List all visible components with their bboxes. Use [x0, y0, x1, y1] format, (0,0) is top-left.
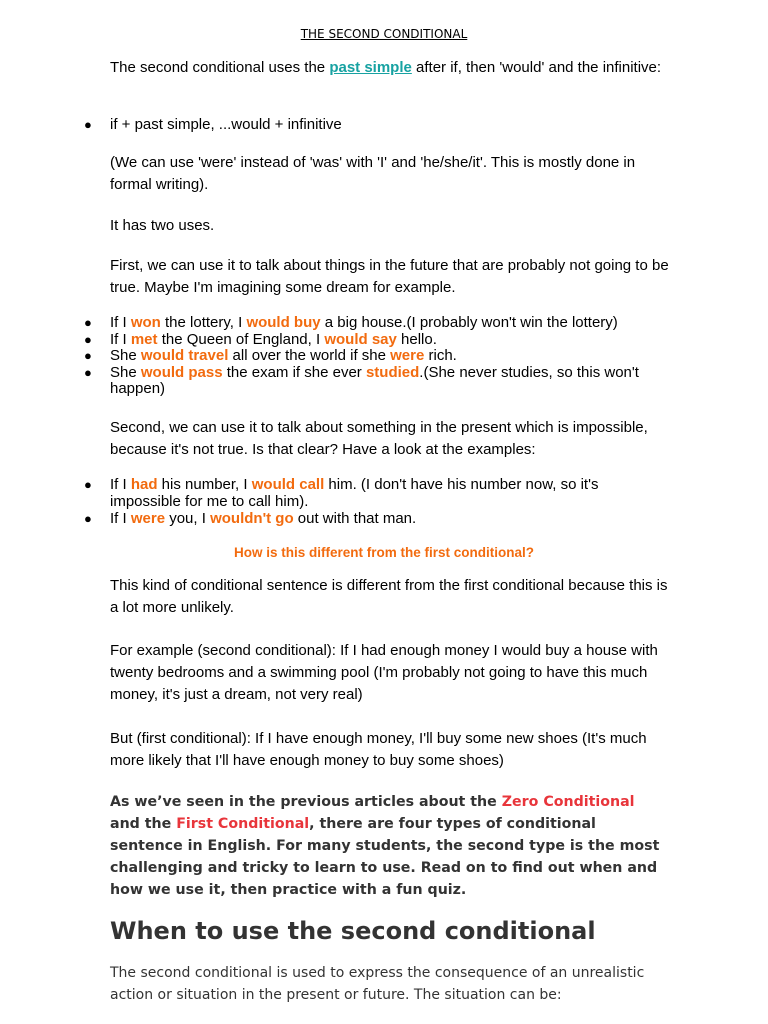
bullet-icon: ●	[84, 117, 92, 132]
page-title: THE SECOND CONDITIONAL	[300, 27, 468, 41]
example-text: rich.	[424, 347, 457, 364]
example-highlight: would pass	[140, 363, 223, 381]
example-highlight: would travel	[140, 347, 229, 364]
example-text: If I	[110, 509, 131, 527]
second-conditional-example-paragraph: For example (second conditional): If I had enough money I would buy a house with twenty bedrooms and a swimming pool (I'm probably not going to have this much money, it's just a dream, not very real)	[110, 642, 658, 703]
example-text: you, I	[165, 509, 211, 527]
intro-paragraph	[110, 57, 670, 79]
formula-item	[84, 114, 670, 136]
example-text: all over the world if she	[228, 347, 391, 364]
section-heading: When to use the second conditional	[110, 917, 596, 945]
example-text: the exam if she ever	[222, 363, 366, 381]
example-text: If I	[110, 330, 131, 348]
section-subheading: How is this different from the first conditional?	[233, 545, 534, 560]
intro-text-post: after if, then 'would' and the infinitive:	[411, 59, 662, 76]
bold-text: As we’ve seen in the previous articles about the	[110, 794, 502, 810]
example-text: him. (I don't have his number now, so it's impossible for me to call him).	[110, 476, 599, 510]
usage-paragraph: The second conditional is used to express the consequence of an unrealistic action or situation in the present or future. The situation can be:	[110, 965, 645, 1003]
two-uses-paragraph: It has two uses.	[110, 217, 215, 234]
example-highlight: won	[130, 314, 161, 331]
zero-conditional-link[interactable]: Zero Conditional	[501, 794, 635, 810]
example-item	[84, 330, 670, 349]
bullet-icon: ●	[84, 315, 92, 330]
example-highlight: would say	[324, 330, 397, 348]
bold-text: , there are four types of conditional sentence in English. For many students, the second type is the most challenging and tricky to learn to use. Read on to find out when and how we use it, then practice with a fun quiz.	[110, 816, 660, 898]
example-text: If I	[110, 314, 131, 331]
note-paragraph: (We can use 'were' instead of 'was' with 'I' and 'he/she/it'. This is mostly done in formal writing).	[110, 154, 636, 193]
example-text: hello.	[396, 330, 437, 348]
example-highlight: studied	[365, 363, 420, 381]
first-conditional-example-paragraph: But (first conditional): If I have enough money, I'll buy some new shoes (It's much more likely that I'll have enough money to buy some shoes)	[110, 730, 647, 769]
first-conditional-link[interactable]: First Conditional	[176, 816, 310, 832]
example-highlight: would buy	[246, 314, 321, 331]
example-item	[84, 314, 670, 332]
example-text: a big house.(I probably won't win the lottery)	[320, 314, 618, 331]
example-highlight: wouldn't go	[210, 509, 294, 527]
example-highlight: met	[130, 330, 158, 348]
example-highlight: were	[130, 509, 166, 527]
past-simple-link[interactable]: past simple	[329, 59, 412, 76]
bullet-icon: ●	[84, 348, 92, 363]
example-text: She	[110, 347, 141, 364]
bullet-icon: ●	[84, 477, 92, 492]
intro-text-pre: The second conditional uses the	[110, 59, 330, 76]
formula-text: if + past simple, ...would + infinitive	[110, 116, 342, 133]
bullet-icon: ●	[84, 364, 92, 380]
example-text: his number, I	[157, 476, 252, 493]
example-item	[84, 347, 670, 365]
example-item	[84, 363, 670, 398]
example-text: the Queen of England, I	[157, 330, 325, 348]
example-item	[84, 476, 670, 510]
example-text: .(She never studies, so this won't happen)	[110, 363, 639, 397]
example-text: If I	[110, 476, 131, 493]
example-highlight: were	[390, 347, 425, 364]
bold-text: and the	[110, 816, 177, 832]
difference-paragraph: This kind of conditional sentence is different from the first conditional because this is a lot more unlikely.	[110, 577, 668, 616]
example-text: out with that man.	[293, 509, 417, 527]
example-highlight: had	[130, 476, 158, 493]
bullet-icon: ●	[84, 331, 92, 347]
intro-bold-paragraph	[110, 791, 665, 901]
example-text: She	[110, 363, 141, 381]
example-highlight: would call	[251, 476, 325, 493]
first-use-paragraph: First, we can use it to talk about things in the future that are probably not going to be true. Maybe I'm imagining some dream for example.	[110, 257, 669, 296]
example-item	[84, 509, 670, 528]
example-text: the lottery, I	[160, 314, 247, 331]
second-use-paragraph: Second, we can use it to talk about something in the present which is impossible, because it's not true. Is that clear? Have a look at the examples:	[110, 419, 648, 458]
bullet-icon: ●	[84, 510, 92, 526]
